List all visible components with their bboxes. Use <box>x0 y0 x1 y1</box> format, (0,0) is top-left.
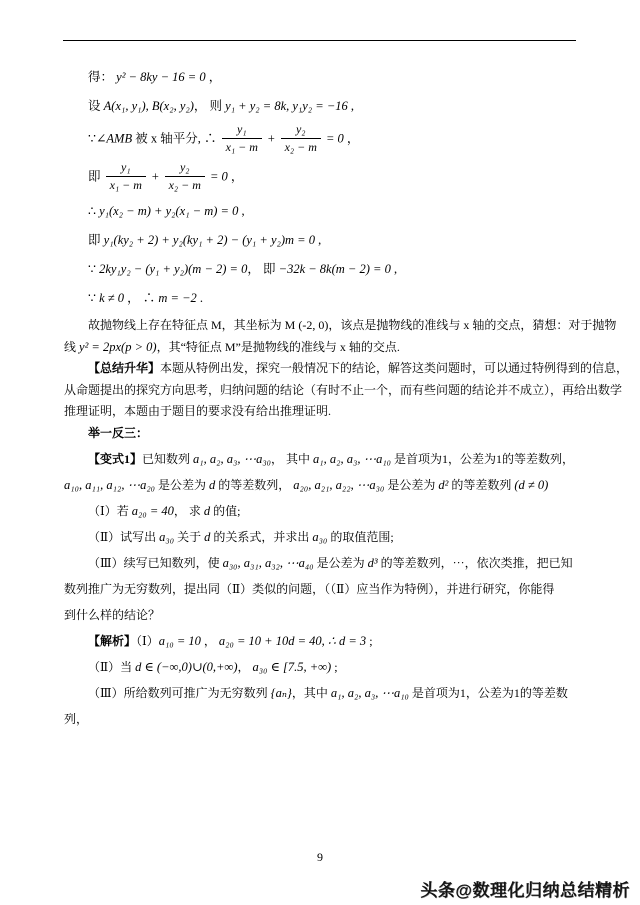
math-text: A(x₁, y₁), B(x₂, y₂) <box>103 99 194 113</box>
text: 即 <box>88 169 104 184</box>
fraction-denominator: x₁ − m <box>225 140 258 154</box>
math-text: y² − 8ky − 16 = 0 <box>116 70 206 84</box>
text-line <box>64 286 578 310</box>
text-line <box>64 315 617 337</box>
text: 故抛物线上存在特征点 M，其坐标为 M (-2, 0)，该点是抛物线的准线与 x 轴的交点，猜想：对于抛物 <box>88 318 617 332</box>
fraction-denominator: x₁ − m <box>109 178 142 192</box>
text-line <box>64 604 578 626</box>
text: ，其“特征点 M”是抛物线的准线与 x 轴的交点. <box>156 339 400 354</box>
math-text: a₃₀, a₃₁, a₃₂, ⋯a₄₀ <box>222 556 314 570</box>
math-text: a₁₀ = 10 <box>158 634 201 648</box>
text-line <box>64 448 578 470</box>
text-line <box>64 337 578 359</box>
text: 已知数列 <box>142 452 194 466</box>
text: ∴ <box>88 204 100 218</box>
math-text: a₃₀ ∈ [7.5, +∞) <box>252 660 332 674</box>
text: 的值; <box>210 504 241 518</box>
fraction-numerator: y₂ <box>165 160 205 177</box>
text-line <box>64 682 578 704</box>
math-text: a₁, a₂, a₃, ⋯a₁₀ <box>313 452 392 466</box>
text-line <box>64 552 578 574</box>
math-text: d <box>204 530 211 544</box>
math-text: k ≠ 0 <box>99 291 124 305</box>
math-text: (d ≠ 0) <box>514 478 549 492</box>
fraction <box>165 160 205 193</box>
fraction <box>106 160 146 193</box>
text: ， 即 <box>247 262 279 276</box>
text: 关于 <box>174 530 205 544</box>
text-line <box>64 630 578 652</box>
text: 的等差数列，⋯，依次类推，把已知 <box>377 556 573 570</box>
text: 线 <box>64 339 80 354</box>
text: . <box>196 291 204 305</box>
text: ， 其中 <box>271 452 314 466</box>
text: （Ⅰ） <box>136 634 159 648</box>
text-line <box>64 474 578 496</box>
math-text: + <box>263 131 279 146</box>
fraction-numerator: y₂ <box>281 122 321 139</box>
header-rule <box>63 40 576 41</box>
text: 是公差为 <box>313 556 368 570</box>
bold-text: 【总结升华】 <box>88 361 161 375</box>
text: 的取值范围; <box>327 530 394 544</box>
text-line <box>64 199 578 223</box>
text: 被 x 轴平分, ∴ <box>132 131 220 146</box>
text: 到什么样的结论？ <box>64 608 161 622</box>
text: 的关系式，并求出 <box>210 530 313 544</box>
text: ，其中 <box>291 686 331 700</box>
text-line <box>64 161 578 194</box>
math-text: a₁₀, a₁₁, a₁₂, ⋯a₂₀ <box>64 478 156 492</box>
math-text: d² <box>438 478 449 492</box>
math-text: d <box>203 504 211 518</box>
text: 得： <box>88 70 117 84</box>
fraction-numerator: y₁ <box>106 160 146 177</box>
math-text: y² = 2px(p > 0) <box>79 339 157 354</box>
text: 是公差为 <box>155 478 210 492</box>
text-line <box>64 358 629 380</box>
text: , <box>238 204 245 218</box>
fraction-denominator: x₂ − m <box>284 140 317 154</box>
text: , <box>314 233 322 247</box>
math-text: y₁(x₂ − m) + y₂(x₁ − m) = 0 <box>99 204 239 218</box>
text: ， <box>200 634 219 648</box>
text: （Ⅲ）续写已知数列，使 <box>88 556 223 570</box>
text: 推理证明，本题由于题目的要求没有给出推理证明. <box>64 404 332 418</box>
math-text: d ∈ (−∞,0)∪(0,+∞) <box>135 660 238 674</box>
page-number: 9 <box>317 850 323 864</box>
math-text: 2ky₁y₂ − (y₁ + y₂)(m − 2) = 0 <box>99 262 248 276</box>
text-line <box>64 500 578 522</box>
bold-text: 举一反三： <box>88 425 149 440</box>
text: ， 求 <box>173 504 204 518</box>
fraction-numerator: y₁ <box>222 122 262 139</box>
text: 从命题提出的探究方向思考，归纳问题的结论（有时不止一个，而有些问题的结论并不成立），再给出数学 <box>64 382 623 397</box>
text-line <box>64 228 578 252</box>
text: 设 <box>88 99 104 113</box>
text: （Ⅲ）所给数列可推广为无穷数列 <box>88 686 271 700</box>
math-text: {aₙ} <box>270 686 292 700</box>
math-text: a₃₀ <box>312 530 328 544</box>
text: 是公差为 <box>384 478 439 492</box>
text-line <box>64 578 578 600</box>
document-body <box>64 60 629 734</box>
text: （Ⅰ）若 <box>88 504 132 518</box>
math-text: = 0 <box>322 131 344 146</box>
text-line <box>64 401 578 423</box>
text-line <box>64 423 578 445</box>
text: ; <box>366 634 373 648</box>
math-text: + <box>147 169 163 184</box>
math-text: a₂₀ = 10 + 10d = 40, ∴ d = 3 <box>218 634 367 648</box>
math-text: a₁, a₂, a₃, ⋯a₃₀ <box>193 452 272 466</box>
text: 数列推广为无穷数列，提出同（Ⅱ）类似的问题，（（Ⅱ）应当作为特例），并进行研究，你能得 <box>64 582 555 596</box>
text: （Ⅱ）试写出 <box>88 530 160 544</box>
text-line <box>64 94 578 118</box>
text: ， ∴ <box>124 291 159 305</box>
text: 是首项为1，公差为1的等差数列， <box>391 452 575 466</box>
text: ， <box>227 169 244 184</box>
text-line <box>64 380 623 402</box>
text: 的等差数列 <box>448 478 515 492</box>
text-line <box>64 257 578 281</box>
text: , <box>347 99 355 113</box>
text: ， 则 <box>193 99 226 113</box>
text-line <box>64 526 578 548</box>
text-line <box>64 708 578 730</box>
bold-text: 【变式1】 <box>88 452 143 466</box>
bold-text: 【解析】 <box>88 634 137 648</box>
text: , <box>390 262 398 276</box>
math-text: y₁ + y₂ = 8k, y₁y₂ = −16 <box>225 99 348 113</box>
text-line <box>64 656 578 678</box>
fraction <box>281 122 321 155</box>
text: ∵ <box>88 291 100 305</box>
text: ， <box>205 70 222 84</box>
math-text: −32k − 8k(m − 2) = 0 <box>278 262 391 276</box>
fraction <box>222 122 262 155</box>
text: ， <box>343 131 360 146</box>
math-text: m = −2 <box>158 291 197 305</box>
text: ∵ <box>88 262 100 276</box>
text: ; <box>331 660 338 674</box>
text: （Ⅱ）当 <box>88 660 136 674</box>
text: 列， <box>64 712 89 726</box>
text: 是首项为1，公差为1的等差数 <box>408 686 568 700</box>
text: 的等差数列， <box>215 478 294 492</box>
math-text: d <box>209 478 216 492</box>
math-text: a₃₀ <box>159 530 175 544</box>
text-line <box>64 123 578 156</box>
math-text: d³ <box>367 556 378 570</box>
watermark: 头条@数理化归纳总结精析 <box>420 881 630 900</box>
text: ∵ <box>88 131 96 146</box>
text-line <box>64 65 578 89</box>
math-text: a₁, a₂, a₃, ⋯a₁₀ <box>330 686 409 700</box>
fraction-denominator: x₂ − m <box>168 178 201 192</box>
text: ， <box>237 660 253 674</box>
math-text: y₁(ky₂ + 2) + y₂(ky₁ + 2) − (y₁ + y₂)m = 0 <box>103 233 315 247</box>
text: 本题从特例出发，探究一般情况下的结论，解答这类问题时，可以通过特例得到的信息， <box>160 361 629 375</box>
math-text: a₂₀, a₂₁, a₂₂, ⋯a₃₀ <box>293 478 385 492</box>
math-text: a₂₀ = 40 <box>131 504 174 518</box>
text: 即 <box>88 233 104 247</box>
math-text: = 0 <box>206 169 228 184</box>
math-text: ∠AMB <box>95 131 133 146</box>
